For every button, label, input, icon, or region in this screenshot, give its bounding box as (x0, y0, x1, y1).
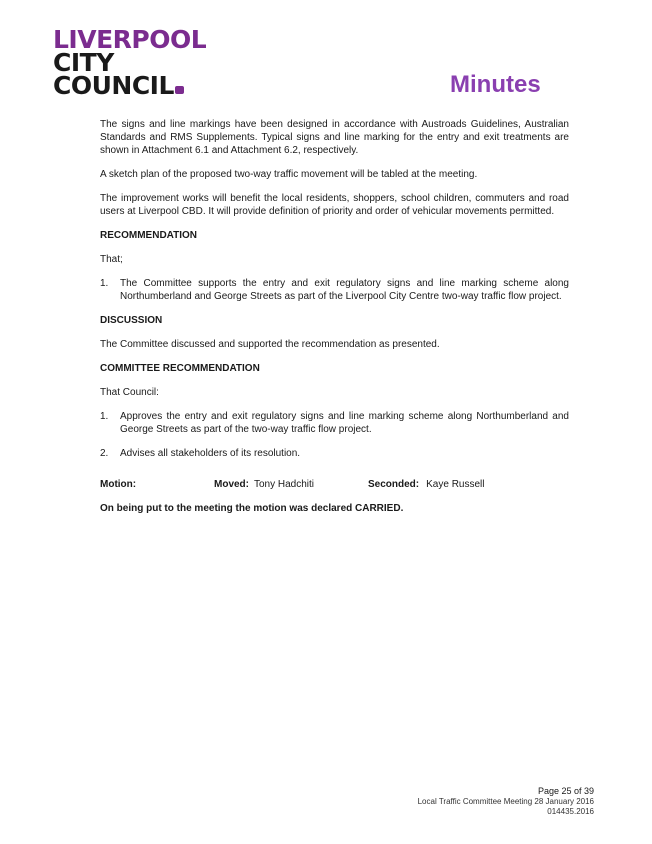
logo-line-council-row (53, 71, 206, 100)
list-item-number: 1. (100, 411, 109, 422)
paragraph-improvement: The improvement works will benefit the local residents, shoppers, school children, commuters and road users at Liverpool CBD. It will provide definition of priority and order of vehicular movements permitted. (100, 193, 569, 217)
logo-line-liverpool: LIVERPOOL (53, 25, 207, 54)
committee-recommendation-heading: COMMITTEE RECOMMENDATION (100, 363, 260, 374)
carried-statement: On being put to the meeting the motion was declared CARRIED. (100, 503, 404, 514)
document-body (100, 118, 569, 515)
logo-dot-icon (175, 86, 184, 94)
motion-row (100, 478, 569, 491)
moved-value: Tony Hadchiti (254, 479, 315, 490)
seconded-label: Seconded: (368, 479, 420, 490)
list-item-text: The Committee supports the entry and exit regulatory signs and line marking scheme along Northumberland and George Streets as part of the Liverpool City Centre two-way traffic flow project. (120, 278, 569, 302)
discussion-heading: DISCUSSION (100, 315, 163, 326)
council-logo (53, 25, 207, 100)
logo-line-city: CITY (53, 48, 114, 77)
recommendation-intro: That; (100, 254, 123, 265)
list-item-number: 2. (100, 448, 109, 459)
list-item (100, 447, 569, 460)
list-item (100, 277, 569, 303)
motion-label: Motion: (100, 479, 137, 490)
page-footer (418, 786, 594, 817)
discussion-text: The Committee discussed and supported the recommendation as presented. (100, 339, 440, 350)
page-number: Page 25 of 39 (537, 786, 594, 796)
committee-recommendation-intro: That Council: (100, 387, 159, 398)
moved-label: Moved: (214, 479, 249, 490)
list-item-text: Approves the entry and exit regulatory signs and line marking scheme along Northumberland and George Streets as part of the two-way traffic flow project. (120, 411, 569, 435)
list-item (100, 410, 569, 436)
list-item-number: 1. (100, 278, 109, 289)
paragraph-sketch: A sketch plan of the proposed two-way traffic movement will be tabled at the meeting. (100, 169, 478, 180)
paragraph-signs: The signs and line markings have been designed in accordance with Austroads Guidelines, Australian Standards and RMS Supplements. Typical signs and line marking for the entry and exit treatments are shown in Attachment 6.1 and Attachment 6.2, respectively. (100, 119, 569, 156)
document-reference: 014435.2016 (547, 807, 594, 816)
page-title: Minutes (450, 71, 541, 98)
meeting-reference: Local Traffic Committee Meeting 28 January 2016 (417, 797, 594, 806)
recommendation-heading: RECOMMENDATION (100, 230, 198, 241)
logo-line-council: COUNCIL (53, 71, 174, 100)
list-item-text: Advises all stakeholders of its resolution. (120, 448, 301, 459)
seconded-value: Kaye Russell (426, 479, 485, 490)
